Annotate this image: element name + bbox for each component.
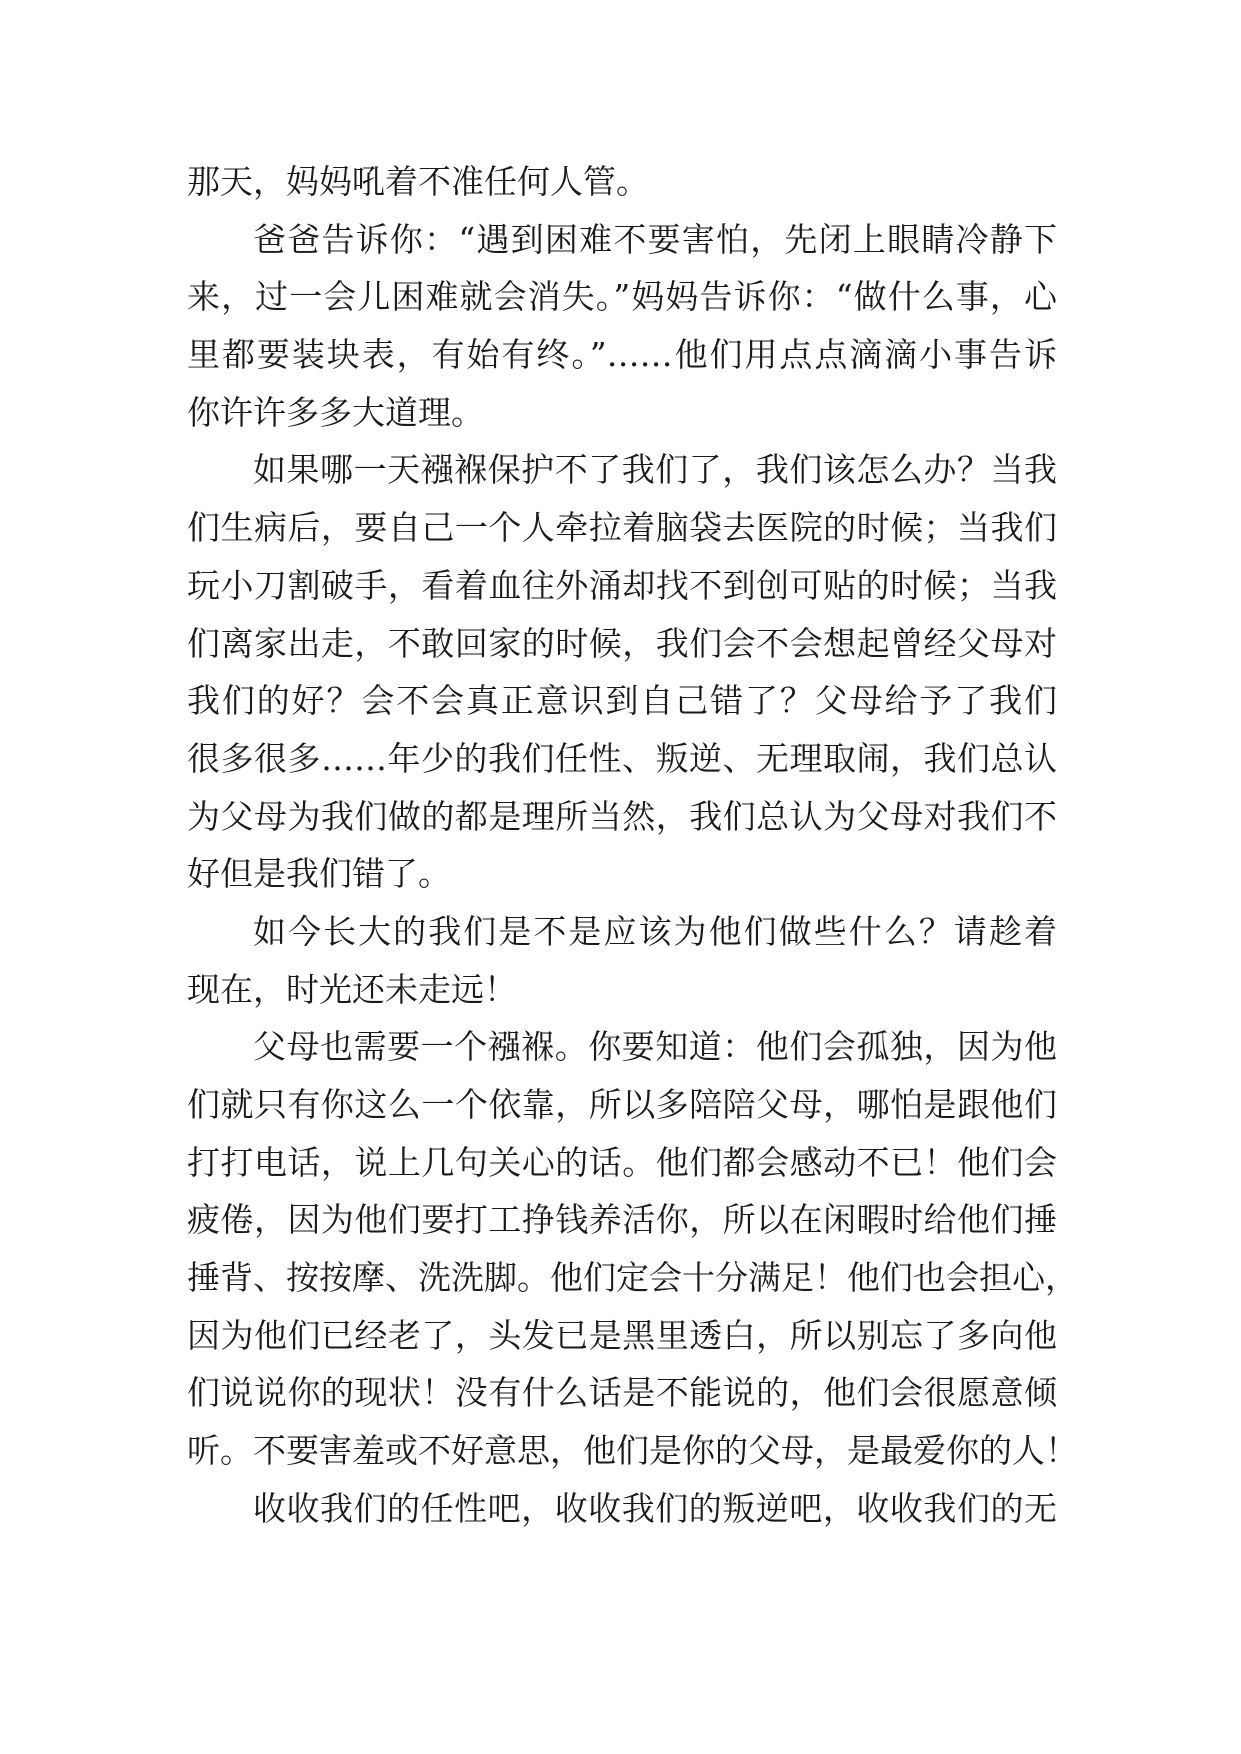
text-line: 打打电话，说上几句关心的话。他们都会感动不已！他们会 [187, 1142, 1057, 1182]
text-line: 们生病后，要自己一个人牵拉着脑袋去医院的时候；当我们 [187, 508, 1057, 548]
text-line: 听。不要害羞或不好意思，他们是你的父母，是最爱你的人！ [187, 1431, 1078, 1471]
text-line: 收收我们的任性吧，收收我们的叛逆吧，收收我们的无 [253, 1488, 1057, 1528]
text-line: 里都要装块表，有始有终。”……他们用点点滴滴小事告诉 [187, 335, 1057, 375]
text-line: 如今长大的我们是不是应该为他们做些什么？请趁着 [253, 911, 1057, 951]
text-line: 因为他们已经老了，头发已是黑里透白，所以别忘了多向他 [187, 1315, 1057, 1355]
text-line: 如果哪一天襁褓保护不了我们了，我们该怎么办？当我 [253, 450, 1057, 490]
text-line: 疲倦，因为他们要打工挣钱养活你，所以在闲暇时给他们捶 [187, 1200, 1057, 1240]
paragraph [187, 1018, 1078, 1480]
text-line: 们就只有你这么一个依靠，所以多陪陪父母，哪怕是跟他们 [187, 1085, 1057, 1124]
paragraph [187, 441, 1057, 903]
text-line: 捶背、按按摩、洗洗脚。他们定会十分满足！他们也会担心， [187, 1258, 1078, 1298]
body-text [187, 153, 1078, 1538]
paragraph [187, 211, 1057, 442]
text-line: 爸爸告诉你：“遇到困难不要害怕，先闭上眼睛冷静下 [253, 219, 1057, 259]
text-line: 那天，妈妈吼着不准任何人管。 [187, 162, 649, 201]
text-line: 玩小刀割破手，看着血往外涌却找不到创可贴的时候；当我 [187, 565, 1057, 605]
paragraph [187, 903, 1057, 1018]
text-line: 你许许多多大道理。 [187, 392, 484, 432]
text-line: 好但是我们错了。 [187, 854, 451, 894]
text-line: 来，过一会儿困难就会消失。”妈妈告诉你：“做什么事，心 [187, 277, 1057, 317]
text-line: 为父母为我们做的都是理所当然，我们总认为父母对我们不 [187, 796, 1057, 836]
paragraph [187, 1480, 1057, 1538]
text-line: 现在，时光还未走远！ [187, 969, 517, 1009]
paragraph [187, 153, 1057, 211]
text-line: 们离家出走，不敢回家的时候，我们会不会想起曾经父母对 [187, 623, 1057, 663]
text-line: 很多很多……年少的我们任性、叛逆、无理取闹，我们总认 [187, 738, 1057, 778]
text-line: 我们的好？会不会真正意识到自己错了？父母给予了我们 [187, 681, 1057, 721]
text-line: 们说说你的现状！没有什么话是不能说的，他们会很愿意倾 [187, 1373, 1057, 1413]
text-line: 父母也需要一个襁褓。你要知道：他们会孤独，因为他 [253, 1027, 1057, 1067]
